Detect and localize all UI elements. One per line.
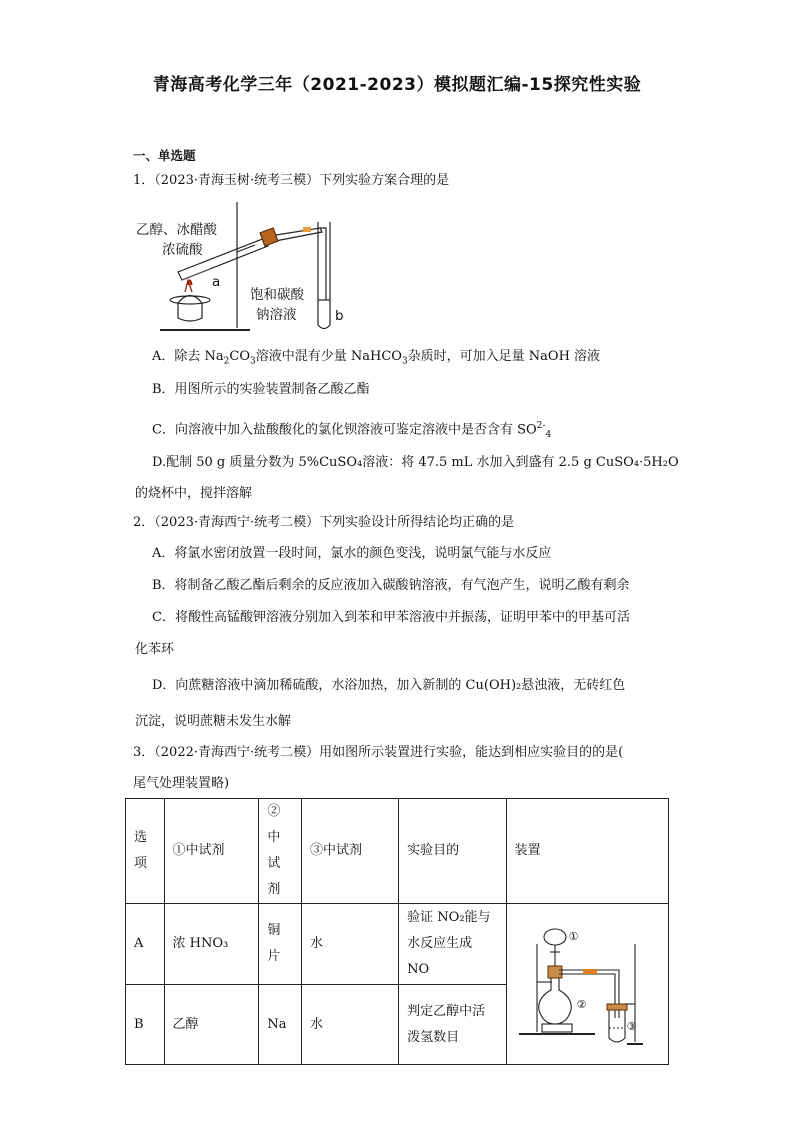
device-label-1: ① — [568, 930, 579, 943]
q1-option-b: B．用图所示的实验装置制备乙酸乙酯 — [152, 382, 370, 397]
q2-option-d-line2: 沉淀，说明蔗糖未发生水解 — [135, 714, 292, 729]
header-option-1: 选 — [134, 830, 148, 845]
row-b-goal-2: 泼氢数目 — [407, 1029, 460, 1045]
header-reagent1: ①中试剂 — [164, 799, 259, 904]
table-row — [126, 904, 669, 985]
q1-a-sub3: 3 — [401, 356, 408, 367]
q1-fig-label-sat2: 钠溶液 — [256, 307, 297, 323]
header-goal: 实验目的 — [399, 799, 506, 904]
q1-stem: 1．（2023·青海玉树·统考三模）下列实验方案合理的是 — [133, 173, 450, 188]
q1-option-d-line1: D.配制 50 g 质量分数为 5%CuSO₄溶液：将 47.5 mL 水加入到盛有 2.5 g CuSO₄·5H₂O — [152, 455, 679, 470]
header-reagent2 — [259, 799, 302, 904]
table-header-row — [126, 799, 669, 904]
q1-a-sub2: 3 — [250, 356, 256, 367]
q1-a-text2: CO — [229, 349, 250, 364]
q1-a-text4: 杂质时，可加入足量 NaOH 溶液 — [407, 349, 601, 364]
q1-option-c — [152, 417, 551, 444]
q1-c-text: C．向溶液中加入盐酸酸化的氯化钡溶液可鉴定溶液中是否含有 SO — [152, 422, 537, 438]
header-option-2: 项 — [134, 856, 148, 871]
q3-stem-line1: 3．（2022·青海西宁·统考二模）用如图所示装置进行实验，能达到相应实验目的的是( — [133, 745, 624, 760]
page-title: 青海高考化学三年（2021-2023）模拟题汇编-15探究性实验 — [152, 75, 642, 95]
device-label-3: ③ — [626, 1020, 637, 1033]
row-b-reagent2: Na — [259, 985, 302, 1065]
q1-option-a — [152, 348, 600, 371]
row-b-reagent3: 水 — [301, 985, 398, 1065]
q1-fig-label-reagents: 乙醇、冰醋酸 — [136, 222, 217, 238]
row-a-option: A — [126, 904, 165, 985]
q1-a-text3: 溶液中混有少量 NaHCO — [255, 349, 402, 364]
q2-stem: 2．（2023·青海西宁·统考二模）下列实验设计所得结论均正确的是 — [133, 515, 515, 530]
q1-c-sub: 4 — [545, 429, 552, 440]
header-option — [126, 799, 165, 904]
row-b-option: B — [126, 985, 165, 1065]
q1-fig-label-a: a — [212, 274, 221, 290]
q2-option-c-line2: 化苯环 — [135, 642, 175, 657]
header-reagent3: ③中试剂 — [301, 799, 398, 904]
q1-option-d-line2: 的烧杯中，搅拌溶解 — [135, 486, 253, 501]
row-a-reagent1: 浓 HNO₃ — [164, 904, 259, 985]
q2-option-b: B．将制备乙酸乙酯后剩余的反应液加入碳酸钠溶液，有气泡产生，说明乙酸有剩余 — [152, 578, 630, 593]
q1-fig-label-sat1: 饱和碳酸 — [250, 287, 304, 303]
row-a-goal — [399, 904, 506, 985]
section-heading: 一、单选题 — [133, 148, 196, 163]
row-a-goal-2: 水反应生成 NO — [407, 936, 473, 977]
q1-fig-label-b: b — [335, 308, 344, 324]
row-b-reagent1: 乙醇 — [164, 985, 259, 1065]
row-b-goal — [399, 985, 506, 1065]
header-device: 装置 — [506, 799, 668, 904]
header-reagent2-a: ②中 — [267, 804, 281, 845]
q2-option-a: A．将氯水密闭放置一段时间，氯水的颜色变浅，说明氯气能与水反应 — [152, 546, 552, 561]
q1-c-sup: 2- — [536, 421, 546, 431]
q1-fig-label-acid: 浓硫酸 — [162, 242, 203, 258]
q2-option-d-line1: D．向蔗糖溶液中滴加稀硫酸，水浴加热，加入新制的 Cu(OH)₂悬浊液，无砖红色 — [152, 678, 626, 693]
q1-a-text1: A．除去 Na — [152, 349, 224, 364]
row-a-reagent2: 铜片 — [259, 904, 302, 985]
q3-stem-line2: 尾气处理装置略) — [133, 776, 230, 791]
device-label-2: ② — [576, 998, 587, 1011]
q2-option-c-line1: C．将酸性高锰酸钾溶液分别加入到苯和甲苯溶液中并振荡，证明甲苯中的甲基可活 — [152, 610, 630, 625]
row-b-goal-1: 判定乙醇中活 — [407, 1003, 486, 1019]
device-cell — [506, 904, 668, 1065]
q1-a-sub1: 2 — [223, 356, 230, 367]
row-a-reagent3: 水 — [301, 904, 398, 985]
header-reagent2-b: 试剂 — [267, 856, 281, 897]
q3-table — [125, 798, 669, 1065]
row-a-goal-1: 验证 NO₂能与 — [407, 910, 491, 925]
